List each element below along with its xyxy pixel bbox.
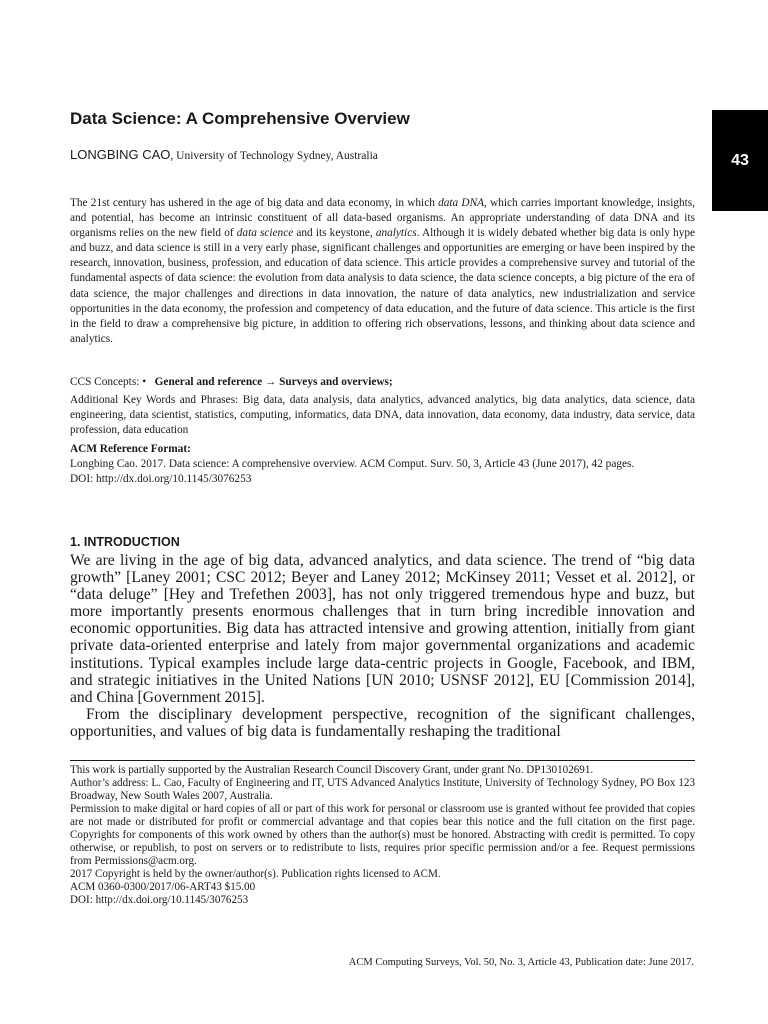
article-number-tab [712,110,768,211]
abstract [70,196,695,347]
reference-doi: DOI: http://dx.doi.org/10.1145/3076253 [70,473,252,486]
abstract-emphasis: data DNA [438,197,485,209]
abstract-emphasis: analytics [375,227,417,240]
author-affiliation: , University of Technology Sydney, Australia [170,150,378,162]
ccs-concepts [70,375,695,390]
paper-title: Data Science: A Comprehensive Overview [70,109,410,128]
reference-heading: ACM Reference Format: [70,443,191,455]
page-footer: ACM Computing Surveys, Vol. 50, No. 3, Article 43, Publication date: June 2017. [348,957,694,968]
section-heading: 1. INTRODUCTION [70,535,180,549]
footnote-issn: ACM 0360-0300/2017/06-ART43 $15.00 [70,881,256,894]
article-number: 43 [731,151,749,169]
ccs-bullet: • [142,376,147,388]
ccs-concept-list: General and reference → Surveys and overviews; [154,376,393,388]
intro-paragraph: We are living in the age of big data, advanced analytics, and data science. The trend of “big data growth” [Laney 2001; CSC 2012; Beyer and Laney 2012; McKinsey 2011; Vesset et al. 2012], or “data deluge” [Hey and Trefethen 2003], has not only triggered tremendous hype and buzz, but more importantly presents enormous challenges that in turn bring incredible innovation and economic opportunities. Big data has attracted intensive and growing attention, initially from giant private data-oriented enterprise and lately from major governmental organizations and academic institutions. Typical examples include large data-centric projects in Google, Facebook, and IBM, and strategic initiatives in the United Nations [UN 2010; USNSF 2012], EU [Commission 2014], and China [Government 2015]. [70,552,695,706]
footnote-address: Author’s address: L. Cao, Faculty of Engineering and IT, UTS Advanced Analytics Institute, University of Technology Sydney, PO Box 123 Broadway, New South Wales 2007, Australia. [70,777,695,803]
reference-format [70,457,695,487]
author-name: LONGBING CAO [70,147,171,162]
footnote-copyright: 2017 Copyright is held by the owner/author(s). Publication rights licensed to ACM. [70,868,441,881]
abstract-text: The 21st century has ushered in the age of big data and data economy, in which [70,197,439,209]
footnote-permission: Permission to make digital or hard copies of all or part of this work for personal or classroom use is granted without fee provided that copies are not made or distributed for profit or commercial advantage and that copies bear this notice and the full citation on the first page. Copyrights for components of this work owned by others than the author(s) must be honored. Abstracting with credit is permitted. To copy otherwise, or republish, to post on servers or to redistribute to lists, requires prior specific permission and/or a fee. Request permissions from Permissions@acm.org. [70,803,695,868]
footnote-support: This work is partially supported by the Australian Research Council Discovery Grant, under grant No. DP130102691. [70,764,594,776]
abstract-text: . Although it is widely debated whether big data is only hype and buzz, and data science is still in a very early phase, significant challenges and opportunities are emerging or have been inspired by the research, innovation, business, profession, and education of data science. This article provides a comprehensive survey and tutorial of the fundamental aspects of data science: the evolution from data analysis to data science, the data science concepts, a big picture of the era of data science, the major challenges and directions in data innovation, the nature of data analytics, new industrialization and service opportunities in the data economy, the profession and competency of data education, and the future of data science. This article is the first in the field to draw a comprehensive big picture, in addition to offering rich observations, lessons, and thinking about data science and analytics. [70,227,696,345]
footnote-divider [70,760,695,761]
footnotes [70,764,695,908]
keywords: Additional Key Words and Phrases: Big data, data analysis, data analytics, advanced analytics, big data analytics, data science, data engineering, data scientist, statistics, computing, informatics, data DNA, data innovation, data economy, data industry, data service, data profession, data education [70,394,695,437]
footnote-doi: DOI: http://dx.doi.org/10.1145/3076253 [70,894,249,907]
ccs-label: CCS Concepts: [70,376,143,388]
abstract-text: and its keystone, [293,227,376,240]
author-line [70,146,378,164]
abstract-text: , which carries important knowledge, insights, and potential, has become an intrinsic constituent of all data-based organisms. An appropriate understanding of data DNA and its organisms relies on the new field of [70,197,695,240]
reference-citation: Longbing Cao. 2017. Data science: A comprehensive overview. ACM Comput. Surv. 50, 3, Article 43 (June 2017), 42 pages. [70,458,635,470]
introduction-body [70,552,695,740]
intro-paragraph: From the disciplinary development perspective, recognition of the significant challenges, opportunities, and values of big data is fundamentally reshaping the traditional [70,705,695,740]
abstract-emphasis: data science [236,227,294,240]
